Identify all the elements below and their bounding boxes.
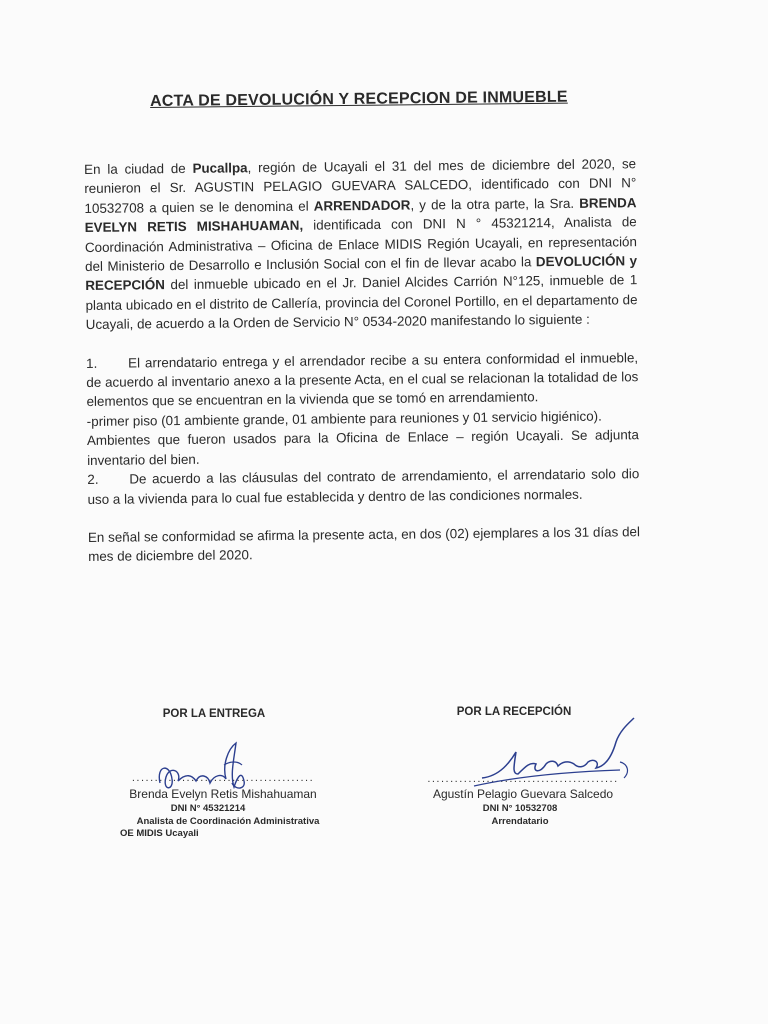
document-title: ACTA DE DEVOLUCIÓN Y RECEPCION DE INMUEBLE bbox=[150, 88, 568, 110]
intro-text: , región de Ucayali el 31 del mes de diciembre del 2020, se reunieron el Sr. AGUSTIN PELAGIO GUEVARA SALCEDO, identificado con DNI N° 10532708 a quien se le denomina el bbox=[84, 156, 637, 216]
intro-text: En la ciudad de bbox=[84, 160, 193, 177]
document-body bbox=[84, 154, 640, 566]
item-2 bbox=[87, 464, 639, 509]
signer-role-entrega: Analista de Coordinación Administrativa bbox=[136, 815, 320, 827]
intro-bold-text: ARRENDADOR bbox=[313, 197, 411, 214]
item-1 bbox=[86, 348, 639, 412]
intro-bold-text: BRENDA EVELYN RETIS MISHAHUAMAN, bbox=[84, 195, 637, 236]
intro-paragraph bbox=[84, 154, 638, 334]
item-1-number: 1. bbox=[86, 355, 98, 371]
signature-line-entrega: ........................................ bbox=[131, 772, 315, 784]
intro-bold-text: DEVOLUCIÓN y RECEPCIÓN bbox=[85, 253, 638, 294]
signature-heading-entrega: POR LA ENTREGA bbox=[162, 708, 266, 720]
intro-bold-text: Pucallpa bbox=[192, 160, 248, 176]
signer-role-recepcion: Arrendatario bbox=[491, 815, 549, 827]
item-1-text: El arrendatario entrega y el arrendador recibe a su entera conformidad el inmueble, de acuerdo al inventario anexo a la presente Acta, en el cual se relacionan la totalidad de los elementos que se encuentran en la vivienda que se tomó en arrendamiento. bbox=[86, 349, 639, 410]
item-2-number: 2. bbox=[87, 471, 99, 488]
signature-heading-recepcion: POR LA RECEPCIÓN bbox=[456, 706, 572, 718]
item-1-detail-usage: Ambientes que fueron usados para la Oficina de Enlace – región Ucayali. Se adjunta inventario del bien. bbox=[86, 427, 639, 468]
signature-agustin bbox=[470, 712, 640, 802]
intro-text: , y de la otra parte, la Sra. bbox=[410, 195, 580, 213]
signature-brenda bbox=[152, 735, 262, 805]
signer-office-entrega: OE MIDIS Ucayali bbox=[120, 828, 199, 839]
intro-text: identificada con DNI N ° 45321214, Analista de Coordinación Administrativa – Oficina de Enlace MIDIS Región Ucayali, en representación del Ministerio de Desarrollo e Inclusión Social con el fin de llevar acabo la bbox=[84, 214, 637, 275]
signer-dni-entrega: DNI N° 45321214 bbox=[170, 803, 246, 814]
item-2-text: De acuerdo a las cláusulas del contrato de arrendamiento, el arrendatario solo dio uso a la vivienda para lo cual fue establecida y dentro de las condiciones normales. bbox=[87, 466, 640, 507]
signer-name-entrega: Brenda Evelyn Retis Mishahuaman bbox=[129, 787, 317, 801]
signature-line-recepcion: .......................................... bbox=[427, 773, 619, 785]
item-1-detail-floor: -primer piso (01 ambiente grande, 01 ambiente para reuniones y 01 servicio higiénico). bbox=[86, 408, 602, 429]
closing-paragraph: En señal se conformidad se afirma la presente acta, en dos (02) ejemplares a los 31 días del mes de diciembre del 2020. bbox=[87, 524, 641, 565]
signer-dni-recepcion: DNI N° 10532708 bbox=[482, 803, 558, 814]
signer-name-recepcion: Agustín Pelagio Guevara Salcedo bbox=[432, 787, 614, 801]
intro-text: del inmueble ubicado en el Jr. Daniel Alcides Carrión N°125, inmueble de 1 planta ubicado en el distrito de Callería, provincia del Coronel Portillo, en el departamento de Ucayali, de acuerdo a la Orden de Servicio N° 0534-2020 manifestando lo siguiente : bbox=[85, 272, 638, 333]
